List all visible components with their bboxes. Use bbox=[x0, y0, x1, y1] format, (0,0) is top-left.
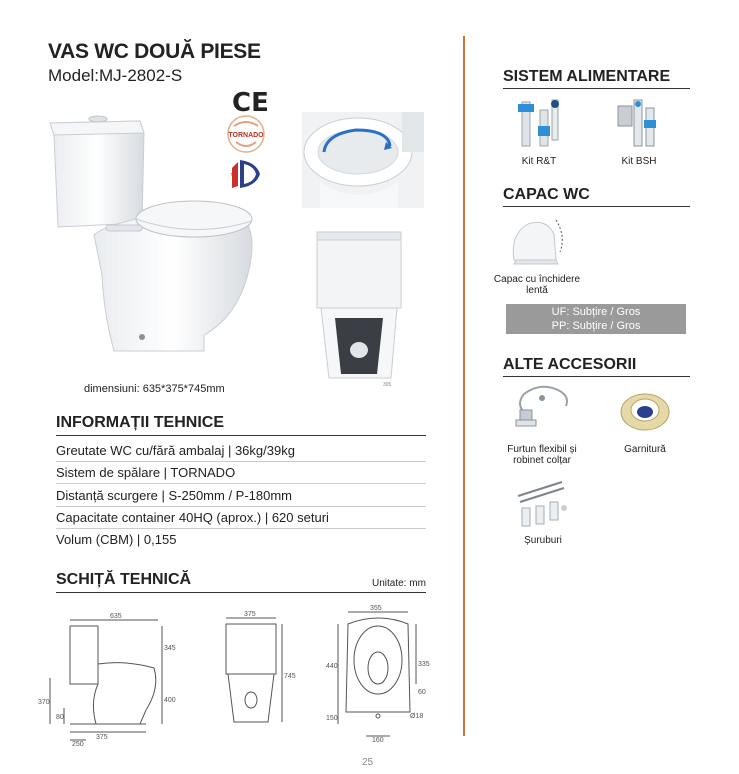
kit-bsh-label: Kit BSH bbox=[621, 156, 657, 167]
info-heading-rule bbox=[56, 435, 426, 436]
seat-option-uf: UF: Subțire / Gros bbox=[551, 306, 641, 318]
accessories-heading: ALTE ACCESORII bbox=[503, 356, 637, 373]
kit-rt-label: Kit R&T bbox=[521, 156, 557, 167]
spec-volume: Volum (CBM) | 0,155 bbox=[56, 532, 177, 547]
dim-370: 370 bbox=[38, 699, 50, 706]
spec-container: Capacitate container 40HQ (aprox.) | 620 seturi bbox=[56, 510, 329, 525]
dim-diameter: Ø18 bbox=[410, 713, 424, 720]
toilet-photo bbox=[44, 115, 254, 355]
gasket-label: Garnitură bbox=[624, 444, 666, 455]
hose-label-line2: robinet colțar bbox=[513, 455, 571, 466]
toilet-seat-icon bbox=[506, 216, 568, 268]
ce-mark: CE bbox=[232, 88, 269, 118]
sketch-unit: Unitate: mm bbox=[372, 578, 426, 589]
info-heading: INFORMAȚII TEHNICE bbox=[56, 414, 224, 431]
seat-heading-rule bbox=[503, 206, 690, 207]
screws-label: Șuruburi bbox=[524, 535, 562, 546]
svg-text:★: ★ bbox=[230, 172, 236, 178]
rear-view-drawing bbox=[214, 608, 294, 748]
dim-335: 335 bbox=[418, 661, 430, 668]
screws-icon bbox=[512, 478, 574, 530]
spec-divider bbox=[56, 506, 426, 507]
dim-375-rear: 375 bbox=[244, 611, 256, 618]
dimensions-text: dimensiuni: 635*375*745mm bbox=[84, 383, 225, 395]
svg-text:★: ★ bbox=[232, 179, 238, 185]
product-model: Model:MJ-2802-S bbox=[48, 66, 183, 85]
seat-label-line2: lentă bbox=[526, 285, 548, 296]
rear-view-label: 305 bbox=[383, 382, 392, 388]
dim-375-side: 375 bbox=[96, 734, 108, 741]
dim-440: 440 bbox=[326, 663, 338, 670]
dim-80: 80 bbox=[56, 714, 64, 721]
spec-weight: Greutate WC cu/fără ambalaj | 36kg/39kg bbox=[56, 443, 295, 458]
spec-divider bbox=[56, 461, 426, 462]
dim-745: 745 bbox=[284, 673, 296, 680]
sketch-heading: SCHIȚĂ TEHNICĂ bbox=[56, 571, 192, 588]
spec-flush: Sistem de spălare | TORNADO bbox=[56, 465, 236, 480]
supply-heading: SISTEM ALIMENTARE bbox=[503, 68, 671, 85]
dim-150: 150 bbox=[326, 715, 338, 722]
fill-valve-rt-icon bbox=[512, 96, 566, 152]
dim-400: 400 bbox=[164, 697, 176, 704]
rear-view-photo bbox=[313, 228, 405, 388]
spec-drain: Distanță scurgere | S-250mm / P-180mm bbox=[56, 488, 293, 503]
accessories-heading-rule bbox=[503, 376, 690, 377]
dim-250: 250 bbox=[72, 741, 84, 748]
dim-345: 345 bbox=[164, 645, 176, 652]
dim-355: 355 bbox=[370, 605, 382, 612]
seat-options-box bbox=[506, 304, 686, 334]
supply-heading-rule bbox=[503, 88, 690, 89]
bowl-rim-photo bbox=[302, 112, 424, 208]
spec-divider bbox=[56, 528, 426, 529]
hose-label-line1: Furtun flexibil și bbox=[507, 444, 577, 455]
dim-60: 60 bbox=[418, 689, 426, 696]
seat-option-pp: PP: Subțire / Gros bbox=[551, 320, 641, 332]
dim-635: 635 bbox=[110, 613, 122, 620]
side-view-drawing bbox=[36, 608, 176, 748]
page-number: 25 bbox=[362, 757, 374, 768]
dim-160: 160 bbox=[372, 737, 384, 744]
product-title: VAS WC DOUĂ PIESE bbox=[48, 40, 261, 63]
sketch-heading-rule bbox=[56, 592, 426, 593]
fill-valve-bsh-icon bbox=[612, 96, 666, 152]
column-divider bbox=[463, 36, 465, 736]
spec-divider bbox=[56, 483, 426, 484]
seat-label-line1: Capac cu închidere bbox=[493, 274, 581, 285]
seat-heading: CAPAC WC bbox=[503, 186, 590, 203]
tornado-logo-text: TORNADO bbox=[228, 132, 264, 139]
flexible-hose-icon bbox=[510, 384, 574, 436]
gasket-icon bbox=[618, 390, 672, 434]
top-view-drawing bbox=[326, 604, 436, 744]
